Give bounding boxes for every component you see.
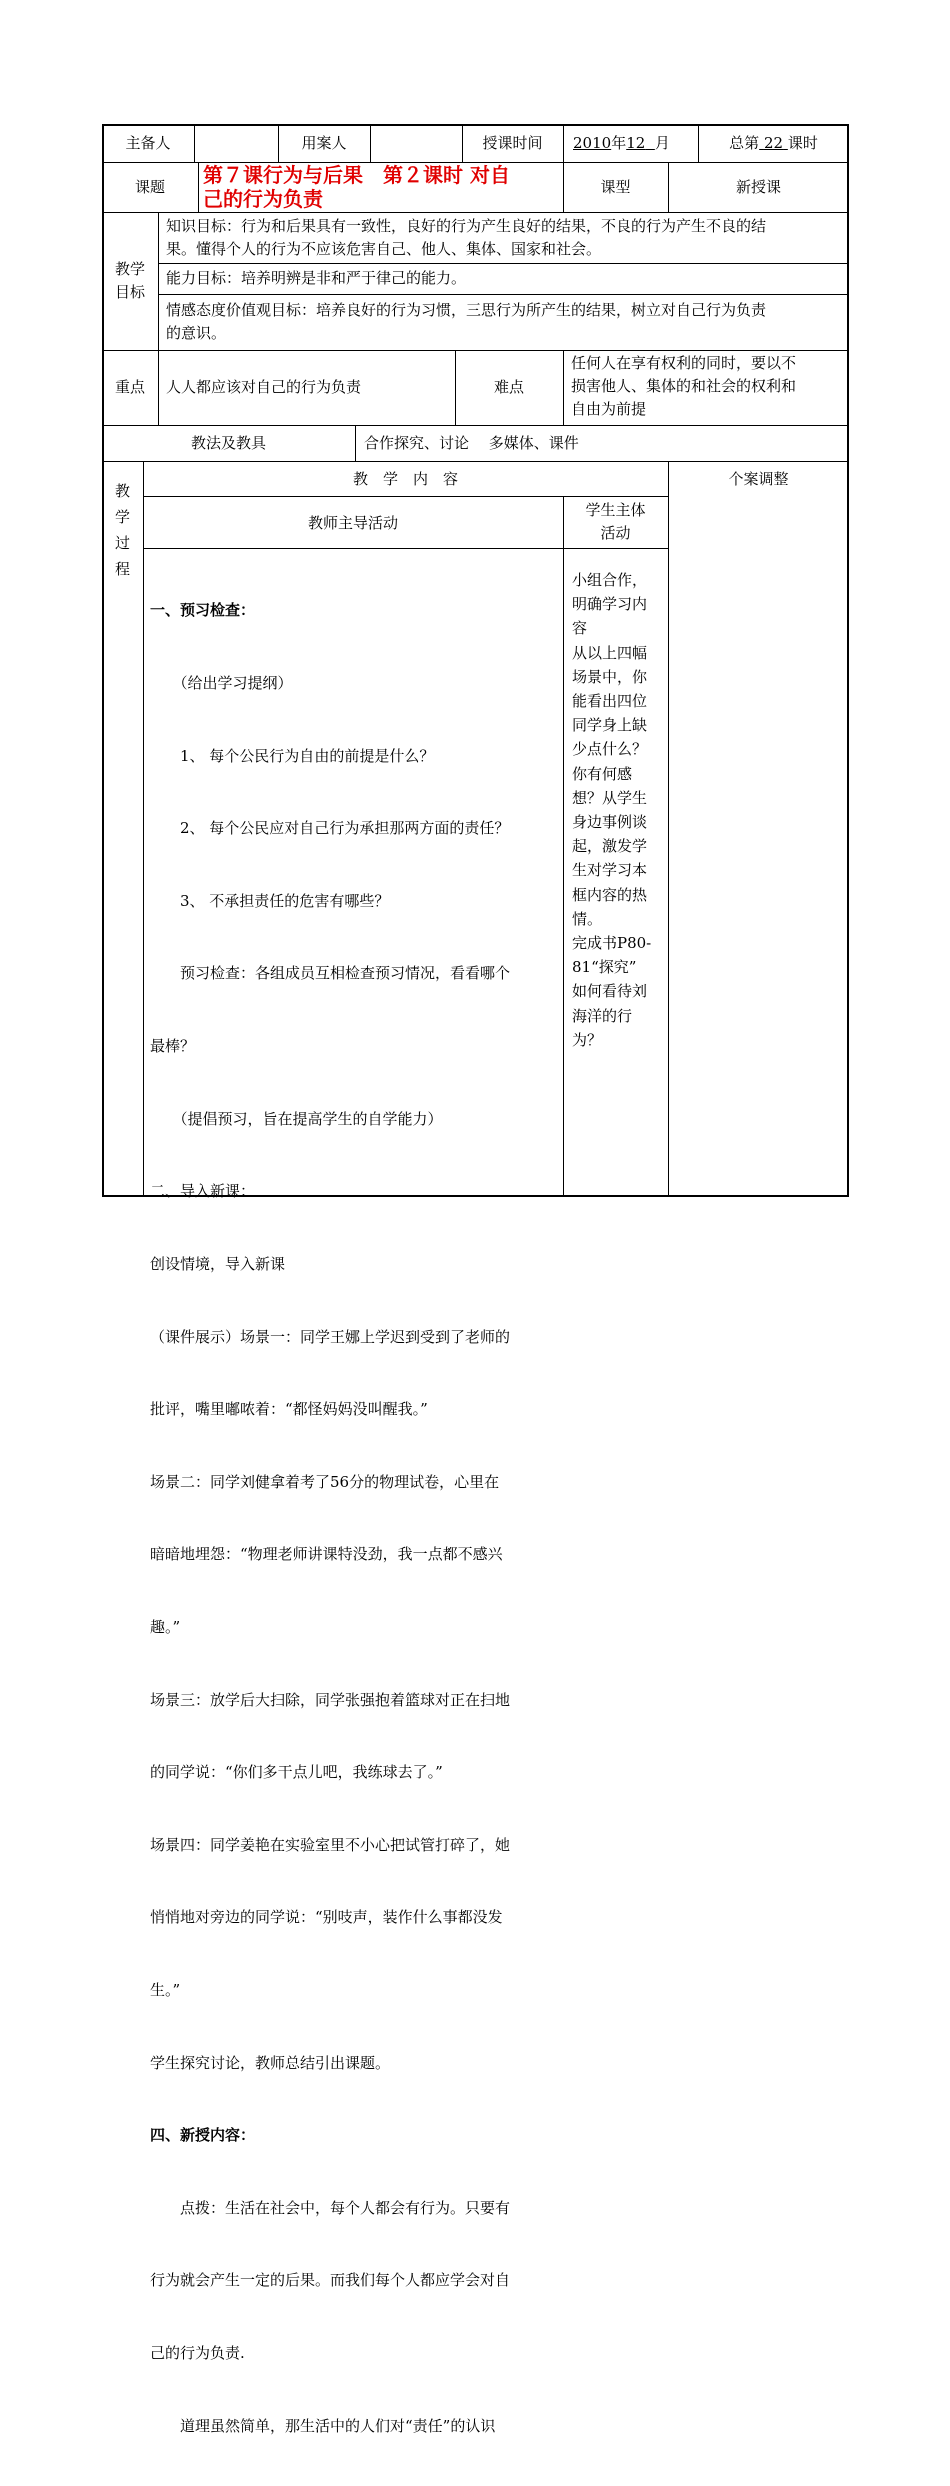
student-line: 少点什么？: [572, 740, 648, 759]
knowledge-goal: 知识目标：行为和后果具有一致性，良好的行为产生良好的结果，不良的行为产生不良的结 果。懂得个人的行为不应该危害自己、他人、集体、国家和社会。: [166, 217, 767, 258]
student-line: 81“探究”: [572, 958, 637, 977]
teacher-line: （给出学习提纲）: [150, 674, 293, 693]
student-line: 小组合作，: [572, 571, 648, 589]
total-value: 22: [763, 134, 784, 152]
goals-label: 教学 目标: [114, 260, 145, 301]
topic-title-line2: 己的行为负责: [203, 187, 323, 211]
teacher-line: 2、 每个公民应对自己行为承担那两方面的责任？: [150, 819, 510, 838]
total-prefix: 总第: [729, 134, 760, 152]
teacher-line: （提倡预习，旨在提高学生的自学能力）: [150, 1109, 443, 1128]
teacher-line: 悄悄地对旁边的同学说：“别吱声，装作什么事都没发: [150, 1908, 503, 1927]
teacher-line: 3、 不承担责任的危害有哪些？: [150, 891, 390, 910]
user-label: 用案人: [301, 134, 347, 152]
student-line: 明确学习内: [572, 595, 648, 614]
lesson-date: [573, 132, 693, 155]
teacher-line: 学生探究讨论，教师总结引出课题。: [150, 2053, 391, 2072]
student-line: 你有何感: [572, 764, 633, 783]
student-line: 身边事例谈: [572, 813, 648, 832]
total-lessons: [698, 132, 849, 155]
time-label: 授课时间: [482, 134, 543, 152]
content-header: 教 学 内 容: [352, 470, 458, 488]
teacher-line: 二、导入新课：: [150, 1182, 256, 1201]
date-month-suffix: 月: [654, 134, 670, 152]
student-line: 生对学习本: [572, 861, 648, 880]
student-line: 框内容的热: [572, 885, 648, 904]
teacher-line: 己的行为负责.: [150, 2344, 245, 2363]
student-line: 完成书P80-: [572, 934, 652, 953]
teacher-line: 四、新授内容：: [150, 2126, 256, 2145]
focus-value: 人人都应该对自己的行为负责: [166, 378, 362, 396]
teacher-line: 的同学说：“你们多干点儿吧，我练球去了。”: [150, 1763, 443, 1782]
teacher-line: 预习检查：各组成员互相检查预习情况，看看哪个: [150, 964, 511, 983]
total-suffix: 课时: [787, 134, 818, 152]
ability-goal: 能力目标：培养明辨是非和严于律己的能力。: [166, 269, 467, 287]
student-line: 起，激发学: [572, 837, 648, 856]
date-year: 2010: [573, 134, 612, 152]
teacher-line: 场景二：同学刘健拿着考了56分的物理试卷，心里在: [150, 1472, 500, 1491]
teacher-line: 创设情境，导入新课: [150, 1254, 286, 1273]
teacher-line: 一、预习检查：: [150, 601, 256, 620]
teacher-line: 场景三：放学后大扫除，同学张强抱着篮球对正在扫地: [150, 1690, 511, 1709]
teacher-line: （课件展示）场景一：同学王娜上学迟到受到了老师的: [150, 1327, 511, 1346]
process-label: 教 学 过 程: [114, 482, 130, 578]
teacher-line: 趣。”: [150, 1617, 181, 1636]
difficulty-value: 任何人在享有权利的同时，要以不 损害他人、集体的和社会的权利和 自由为前提: [571, 354, 797, 418]
student-line: 如何看待刘: [572, 982, 648, 1001]
date-year-suffix: 年: [611, 134, 627, 152]
adjust-header: 个案调整: [728, 470, 789, 488]
student-header: 学生主体 活动: [585, 501, 646, 542]
teacher-line: 场景四：同学姜艳在实验室里不小心把试管打碎了，她: [150, 1835, 511, 1854]
student-line: 从以上四幅: [572, 643, 648, 662]
teacher-activities: [150, 550, 560, 2435]
student-line: 能看出四位: [572, 692, 648, 711]
teacher-line: 1、 每个公民行为自由的前提是什么？: [150, 746, 435, 765]
student-activities: [572, 568, 666, 1052]
topic-title-line1: 第７课行为与后果 第２课时 对自: [203, 163, 510, 187]
date-month: 12: [626, 134, 646, 152]
lesson-type-label: 课型: [600, 178, 631, 196]
difficulty-label: 难点: [493, 378, 524, 396]
focus-label: 重点: [114, 378, 145, 396]
topic-label: 课题: [134, 178, 165, 196]
emotion-goal: 情感态度价值观目标：培养良好的行为习惯，三思行为所产生的结果，树立对自己行为负责 的意识。: [166, 301, 767, 342]
teacher-line: 道理虽然简单，那生活中的人们对“责任”的认识: [150, 2416, 496, 2435]
student-line: 为？: [572, 1030, 603, 1049]
student-line: 场景中，你: [572, 667, 648, 686]
teacher-line: 生。”: [150, 1980, 181, 1999]
student-line: 同学身上缺: [572, 716, 648, 735]
teacher-line: 暗暗地埋怨：“物理老师讲课特没劲，我一点都不感兴: [150, 1545, 503, 1564]
teacher-line: 批评，嘴里嘟哝着：“都怪妈妈没叫醒我。”: [150, 1400, 428, 1419]
teacher-header: 教师主导活动: [307, 514, 398, 532]
preparer-label: 主备人: [125, 134, 171, 152]
methods-label: 教法及教具: [190, 434, 266, 452]
teacher-line: 点拨：生活在社会中，每个人都会有行为。只要有: [150, 2198, 511, 2217]
student-line: 想？从学生: [572, 788, 648, 807]
teacher-line: 行为就会产生一定的后果。而我们每个人都应学会对自: [150, 2271, 511, 2290]
methods-value: 合作探究、讨论 多媒体、课件: [364, 434, 579, 452]
student-line: 海洋的行: [572, 1006, 633, 1025]
lesson-type-value: 新授课: [735, 178, 781, 196]
student-line: 情。: [572, 909, 603, 928]
teacher-line: 最棒？: [150, 1037, 196, 1056]
student-line: 容: [572, 619, 588, 638]
